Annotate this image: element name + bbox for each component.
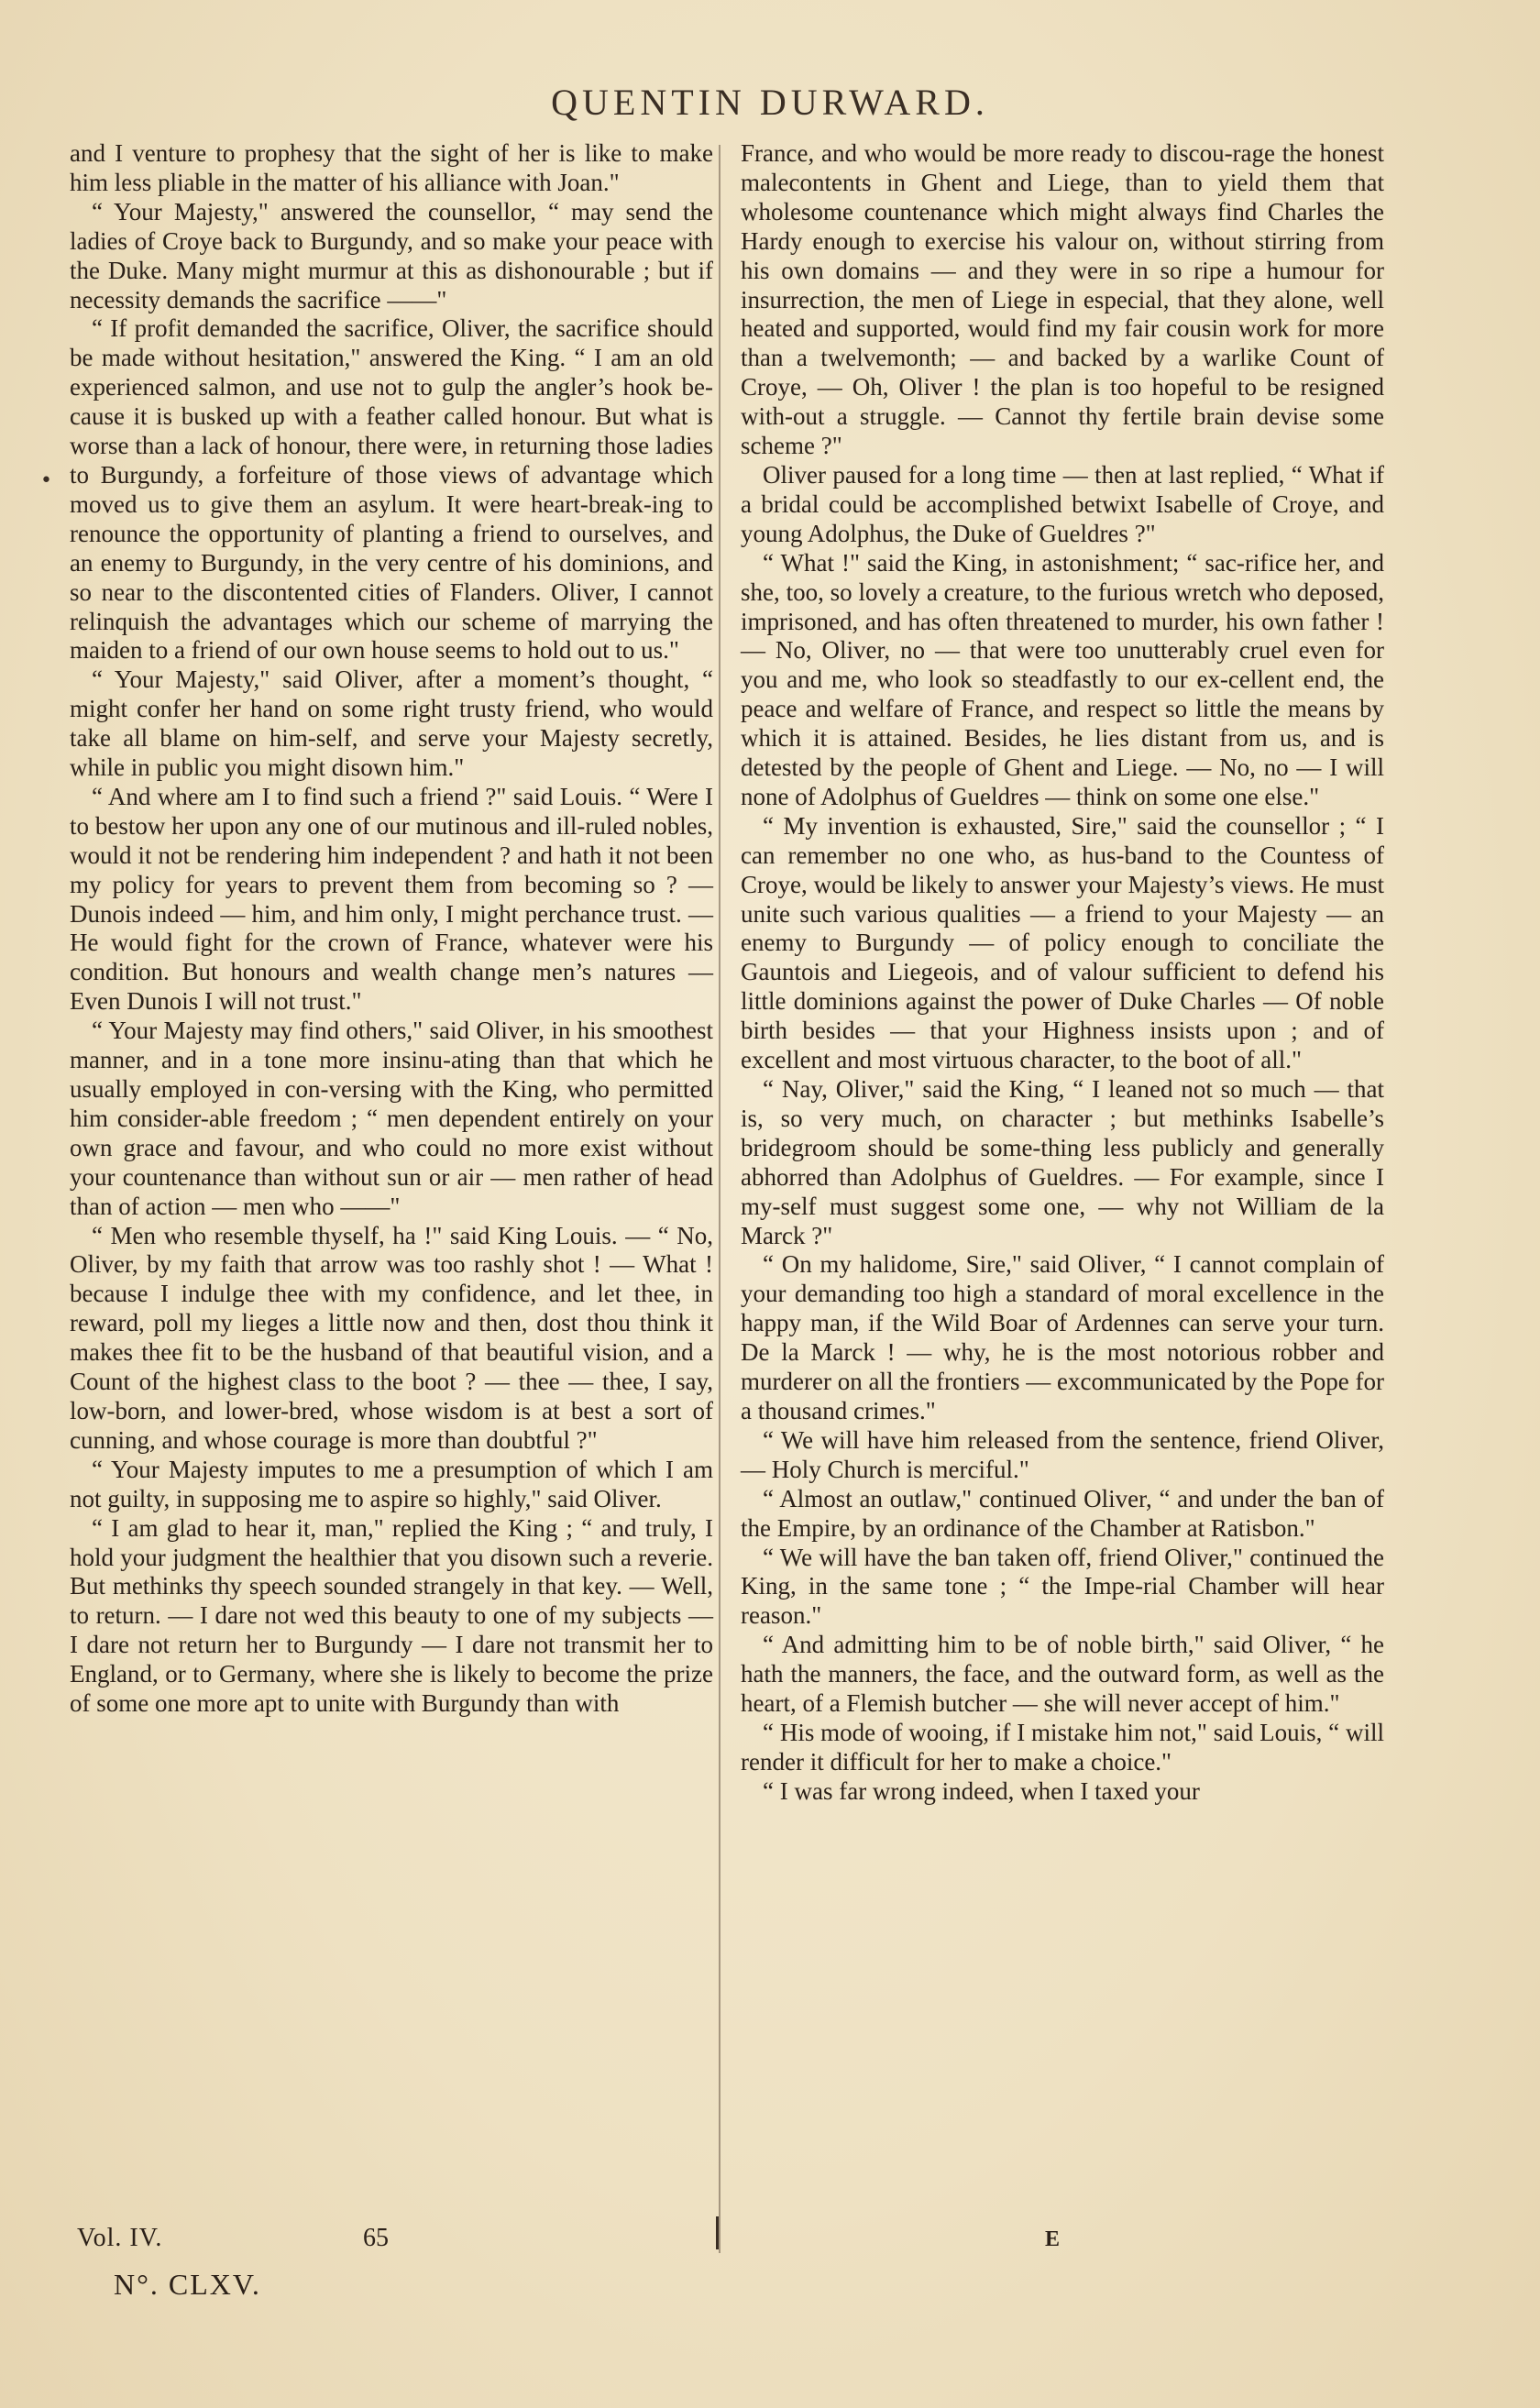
margin-mark: • (40, 469, 52, 492)
paragraph: “ His mode of wooing, if I mistake him not," said Louis, “ will render it difficult for her to make a choice." (741, 1718, 1384, 1776)
paragraph: “ Men who resemble thyself, ha !" said King Louis. — “ No, Oliver, by my faith that arrow was too rashly shot ! — What ! because I indulge thee with my confidence, and let thee, in reward, poll my lieges a little now and then, dost thou think it makes thee fit to be the husband of that beautiful vision, and a Count of the highest class to the boot ? — thee — thee, I say, low-born, and lower-bred, whose wisdom is at best a sort of cunning, and whose courage is more than doubtful ?" (70, 1221, 713, 1454)
page-number: 65 (363, 2224, 389, 2252)
column-divider-end (716, 2216, 719, 2249)
paragraph: “ Your Majesty," said Oliver, after a moment’s thought, “ might confer her hand on some right trusty friend, who would take all blame on him-self, and serve your Majesty secretly, while in public you might disown him." (70, 665, 713, 782)
paragraph: “ And admitting him to be of noble birth," said Oliver, “ he hath the manners, the face, and the outward form, as well as the heart, of a Flemish butcher — she will never accept of him." (741, 1631, 1384, 1718)
right-column (741, 139, 1384, 1807)
paragraph: “ We will have the ban taken off, friend Oliver," continued the King, in the same tone ; “ the Impe-rial Chamber will hear reason." (741, 1543, 1384, 1630)
paragraph: “ Nay, Oliver," said the King, “ I leaned not so much — that is, so very much, on character ; but methinks Isabelle’s bridegroom should be some-thing less publicly and generally abhorred than Adolphus of Gueldres. — For example, since I my-self must suggest some one, — why not William de la Marck ?" (741, 1075, 1384, 1249)
column-divider (719, 145, 720, 2253)
paragraph: and I venture to prophesy that the sight of her is like to make him less pliable in the matter of his alliance with Joan." (70, 139, 713, 196)
paragraph: “ Your Majesty may find others," said Oliver, in his smoothest manner, and in a tone more insinu-ating than that which he usually employed in con-versing with the King, who permitted him consider-able freedom ; “ men dependent entirely on your own grace and favour, and who could no more exist without your countenance than without sun or air — men rather of head than of action — men who ——" (70, 1017, 713, 1220)
paragraph: France, and who would be more ready to discou-rage the honest malecontents in Ghent and Liege, than to yield them that wholesome countenance which might always find Charles the Hardy enough to exercise his valour on, without stirring from his own domains — and they were in so ripe a humour for insurrection, the men of Liege in especial, that they alone, well heated and supported, would find my fair cousin work for more than a twelvemonth; — and backed by a warlike Count of Croye, — Oh, Oliver ! the plan is too hopeful to be resigned with-out a struggle. — Cannot thy fertile brain devise some scheme ?" (741, 139, 1384, 460)
paragraph: “ I am glad to hear it, man," replied the King ; “ and truly, I hold your judgment the healthier that you disown such a reverie. But methinks thy speech sounded strangely in that key. — Well, to return. — I dare not wed this beauty to one of my subjects — I dare not return her to Burgundy — I dare not transmit her to England, or to Germany, where she is likely to become the prize of some one more apt to unite with Burgundy than with (70, 1513, 713, 1718)
paragraph: “ If profit demanded the sacrifice, Oliver, the sacrifice should be made without hesitation," answered the King. “ I am an old experienced salmon, and use not to gulp the angler’s hook be-cause it is busked up with a feather called honour. But what is worse than a lack of honour, there were, in returning those ladies to Burgundy, a forfeiture of those views of advantage which moved us to give them an asylum. It were heart-break-ing to renounce the opportunity of planting a friend to ourselves, and an enemy to Burgundy, in the very centre of his dominions, and so near to the discontented cities of Flanders. Oliver, I cannot relinquish the advantages which our scheme of marrying the maiden to a friend of our own house seems to hold out to us." (70, 314, 713, 665)
paragraph: “ Your Majesty imputes to me a presumption of which I am not guilty, in supposing me to aspire so highly," said Oliver. (70, 1455, 713, 1512)
signature-mark: E (1045, 2227, 1061, 2251)
paragraph: “ Your Majesty," answered the counsellor, “ may send the ladies of Croye back to Burgundy, and so make your peace with the Duke. Many might murmur at this as dishonourable ; but if necessity demands the sacrifice ——" (70, 197, 713, 313)
paragraph: “ And where am I to find such a friend ?" said Louis. “ Were I to bestow her upon any one of our mutinous and ill-ruled nobles, would it not be rendering him independent ? and hath it not been my policy for years to prevent them from becoming so ? — Dunois indeed — him, and him only, I might perchance trust. — He would fight for the crown of France, whatever were his condition. But honours and wealth change men’s natures — Even Dunois I will not trust." (70, 782, 713, 1016)
left-column (70, 139, 713, 1719)
paragraph: “ What !" said the King, in astonishment; “ sac-rifice her, and she, too, so lovely a creature, to the furious wretch who deposed, imprisoned, and has often threatened to murder, his own father ! — No, Oliver, no — that were too unutterably cruel even for you and me, who look so steadfastly to our ex-cellent end, the peace and welfare of France, and respect so little the means by which it is attained. Besides, he lies distant from us, and is detested by the people of Ghent and Liege. — No, no — I will none of Adolphus of Gueldres — think on some one else." (741, 548, 1384, 810)
paragraph: “ On my halidome, Sire," said Oliver, “ I cannot complain of your demanding too high a standard of moral excellence in the happy man, if the Wild Boar of Ardennes can serve your turn. De la Marck ! — why, he is the most notorious robber and murderer on all the frontiers — excommunicated by the Pope for a thousand crimes." (741, 1250, 1384, 1424)
paragraph: “ We will have him released from the sentence, friend Oliver, — Holy Church is merciful." (741, 1425, 1384, 1483)
paragraph: Oliver paused for a long time — then at last replied, “ What if a bridal could be accomplished betwixt Isabelle of Croye, and young Adolphus, the Duke of Gueldres ?" (741, 460, 1384, 547)
volume-label: Vol. IV. (77, 2224, 163, 2252)
paragraph: “ I was far wrong indeed, when I taxed your (763, 1776, 1200, 1805)
paragraph: “ Almost an outlaw," continued Oliver, “ and under the ban of the Empire, by an ordinance of the Chamber at Ratisbon." (741, 1484, 1384, 1542)
issue-number: N°. CLXV. (114, 2268, 261, 2301)
paragraph: “ My invention is exhausted, Sire," said the counsellor ; “ I can remember no one who, as hus-band to the Countess of Croye, would be likely to answer your Majesty’s views. He must unite such various qualities — a friend to your Majesty — an enemy to Burgundy — of policy enough to conciliate the Gauntois and Liegeois, and of valour sufficient to defend his little dominions against the power of Duke Charles — Of noble birth besides — that your Highness insists upon ; and of excellent and most virtuous character, to the boot of all." (741, 811, 1384, 1074)
running-head: QUENTIN DURWARD. (551, 82, 989, 123)
